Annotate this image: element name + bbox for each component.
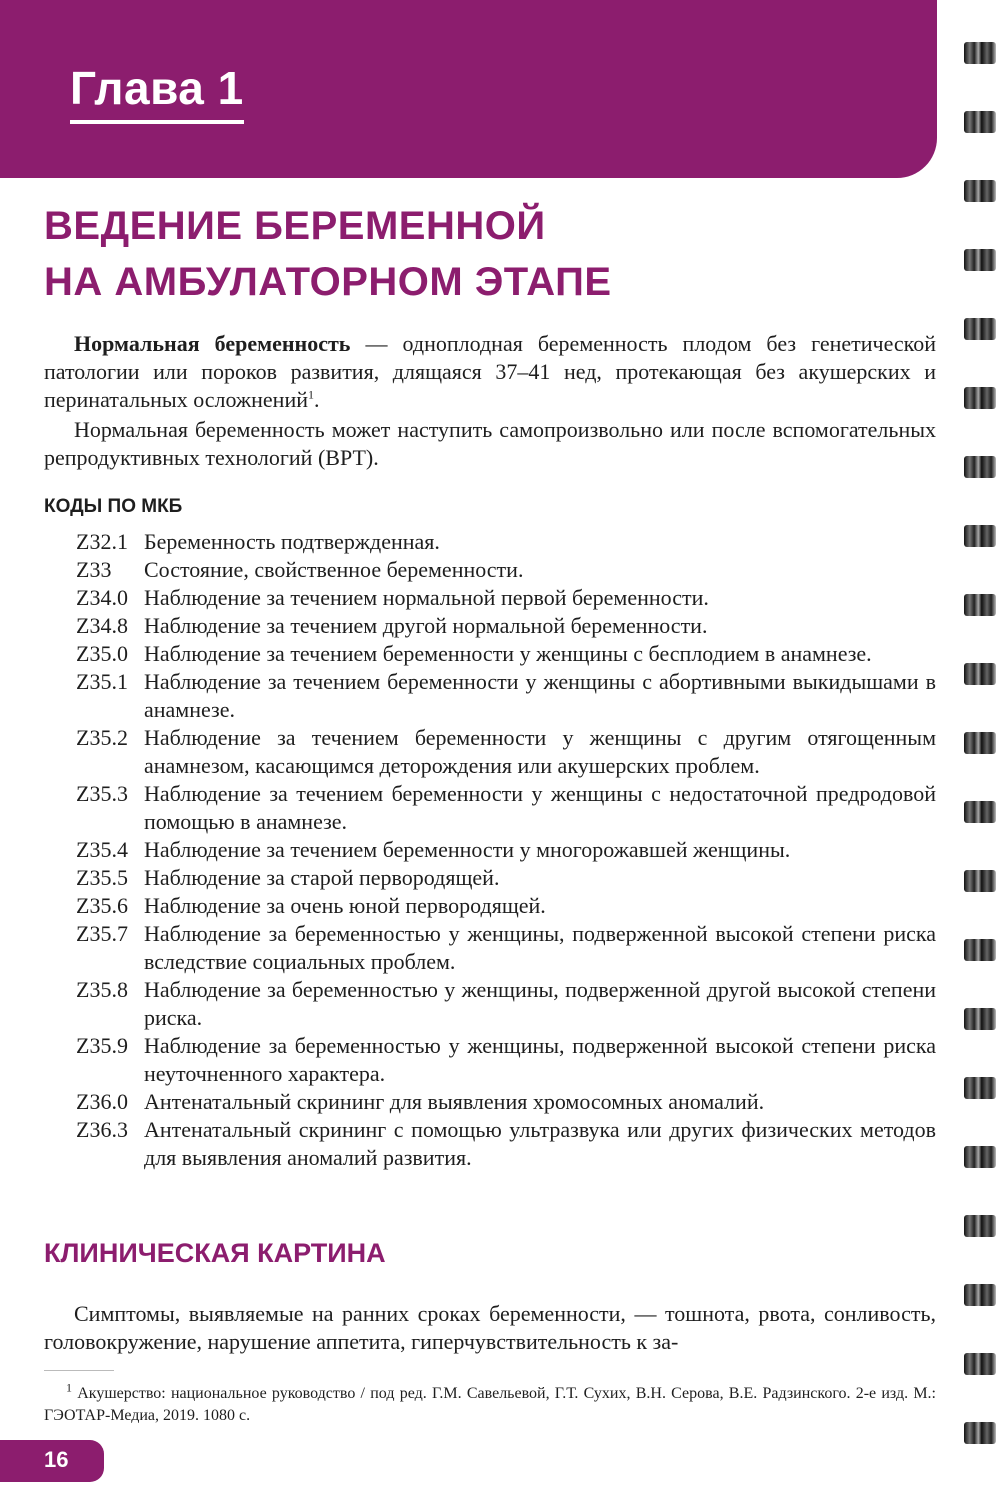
spiral-coil xyxy=(964,1284,996,1306)
intro-paragraph-2: Нормальная беременность может наступить самопроизвольно или после вспомогательных репродуктивных технологий (ВРТ). xyxy=(44,417,936,470)
icd-code-description: Наблюдение за течением беременности у женщины с другим отягощенным анамнезом, касающимся деторождения или акушерских проблем. xyxy=(144,725,936,778)
icd-code-description: Наблюдение за течением беременности у женщины с недостаточной предродовой помощью в анамнезе. xyxy=(144,781,936,834)
definition-text: — одноплодная беременность плодом без генетической патологии или пороков развития, длящаяся 37–41 нед, протекающая без акушерских и перинатальных осложнений xyxy=(44,331,936,412)
icd-code-description: Наблюдение за очень юной первородящей. xyxy=(144,893,546,918)
spiral-coil xyxy=(964,1008,996,1030)
footnote-divider xyxy=(44,1370,114,1371)
spiral-binding xyxy=(955,30,1000,1480)
icd-code-item xyxy=(76,780,936,836)
icd-code-description: Наблюдение за беременностью у женщины, подверженной высокой степени риска вследствие социальных проблем. xyxy=(144,921,936,974)
icd-code-item xyxy=(76,864,936,892)
icd-code: Z35.7 xyxy=(76,921,128,946)
spiral-coil xyxy=(964,870,996,892)
icd-code-description: Наблюдение за беременностью у женщины, подверженной высокой степени риска неуточненного характера. xyxy=(144,1033,936,1086)
icd-code: Z35.5 xyxy=(76,865,128,890)
icd-code: Z34.8 xyxy=(76,613,128,638)
icd-code-item xyxy=(76,584,936,612)
footnote xyxy=(44,1380,936,1427)
icd-code-description: Наблюдение за течением нормальной первой беременности. xyxy=(144,585,709,610)
footnote-mark: 1 xyxy=(66,1380,72,1395)
icd-code-description: Наблюдение за старой первородящей. xyxy=(144,865,500,890)
spiral-coil xyxy=(964,456,996,478)
spiral-coil xyxy=(964,318,996,340)
icd-code-description: Антенатальный скрининг для выявления хромосомных аномалий. xyxy=(144,1089,765,1114)
icd-code-description: Наблюдение за течением беременности у многорожавшей женщины. xyxy=(144,837,791,862)
icd-codes-heading: КОДЫ ПО МКБ xyxy=(44,496,183,517)
icd-code-item xyxy=(76,1032,936,1088)
icd-code: Z35.8 xyxy=(76,977,128,1002)
chapter-header-band xyxy=(0,0,937,178)
icd-code: Z35.4 xyxy=(76,837,128,862)
icd-code-description: Наблюдение за течением другой нормальной беременности. xyxy=(144,613,708,638)
spiral-coil xyxy=(964,42,996,64)
spiral-coil xyxy=(964,801,996,823)
clinical-paragraph: Симптомы, выявляемые на ранних сроках беременности, — тошнота, рвота, сонливость, головокружение, нарушение аппетита, гиперчувствительность к за- xyxy=(44,1301,936,1354)
icd-code: Z35.3 xyxy=(76,781,128,806)
icd-code-item xyxy=(76,976,936,1032)
icd-code: Z33 xyxy=(76,557,112,582)
spiral-coil xyxy=(964,663,996,685)
spiral-coil xyxy=(964,180,996,202)
spiral-coil xyxy=(964,387,996,409)
term-normal-pregnancy: Нормальная беременность xyxy=(74,331,351,356)
icd-code-item xyxy=(76,920,936,976)
spiral-coil xyxy=(964,525,996,547)
icd-code-description: Наблюдение за беременностью у женщины, подверженной другой высокой степени риска. xyxy=(144,977,936,1030)
spiral-coil xyxy=(964,1353,996,1375)
spiral-coil xyxy=(964,1146,996,1168)
spiral-coil xyxy=(964,1422,996,1444)
icd-code: Z32.1 xyxy=(76,529,128,554)
icd-code: Z36.3 xyxy=(76,1117,128,1142)
icd-code: Z35.1 xyxy=(76,669,128,694)
spiral-coil xyxy=(964,249,996,271)
chapter-label: Глава 1 xyxy=(70,56,244,124)
icd-code: Z35.9 xyxy=(76,1033,128,1058)
icd-code: Z35.2 xyxy=(76,725,128,750)
icd-code-description: Беременность подтвержденная. xyxy=(144,529,440,554)
icd-code-description: Наблюдение за течением беременности у женщины с бесплодием в анамнезе. xyxy=(144,641,872,666)
icd-code-item xyxy=(76,668,936,724)
page-number: 16 xyxy=(44,1447,69,1472)
icd-code-description: Антенатальный скрининг с помощью ультразвука или других физических методов для выявления аномалий развития. xyxy=(144,1117,936,1170)
icd-code-item xyxy=(76,640,936,668)
icd-code-item xyxy=(76,528,936,556)
footnote-reference: 1 xyxy=(308,387,314,402)
icd-code-item xyxy=(76,1116,936,1172)
spiral-coil xyxy=(964,594,996,616)
spiral-coil xyxy=(964,111,996,133)
icd-code-item xyxy=(76,724,936,780)
icd-code: Z36.0 xyxy=(76,1089,128,1114)
footnote-text: Акушерство: национальное руководство / под ред. Г.М. Савельевой, Г.Т. Сухих, В.Н. Серова, В.Е. Радзинского. 2-е изд. М.: ГЭОТАР-Медиа, 2019. 1080 с. xyxy=(44,1385,936,1424)
icd-code-item xyxy=(76,836,936,864)
icd-code-description: Состояние, свойственное беременности. xyxy=(144,557,524,582)
icd-code-item xyxy=(76,1088,936,1116)
icd-code: Z35.6 xyxy=(76,893,128,918)
page-title xyxy=(44,198,612,310)
icd-code-item xyxy=(76,612,936,640)
icd-code-description: Наблюдение за течением беременности у женщины с абортивными выкидышами в анамнезе. xyxy=(144,669,936,722)
clinical-picture-heading: КЛИНИЧЕСКАЯ КАРТИНА xyxy=(44,1238,386,1268)
spiral-coil xyxy=(964,939,996,961)
spiral-coil xyxy=(964,732,996,754)
icd-codes-list xyxy=(76,528,936,1172)
definition-end: . xyxy=(314,387,320,412)
intro-paragraph xyxy=(44,330,936,414)
icd-code: Z35.0 xyxy=(76,641,128,666)
page-title-line-1: ВЕДЕНИЕ БЕРЕМЕННОЙ xyxy=(44,204,546,248)
icd-code-item xyxy=(76,556,936,584)
icd-code: Z34.0 xyxy=(76,585,128,610)
spiral-coil xyxy=(964,1215,996,1237)
icd-code-item xyxy=(76,892,936,920)
spiral-coil xyxy=(964,1077,996,1099)
page-title-line-2: НА АМБУЛАТОРНОМ ЭТАПЕ xyxy=(44,260,612,304)
